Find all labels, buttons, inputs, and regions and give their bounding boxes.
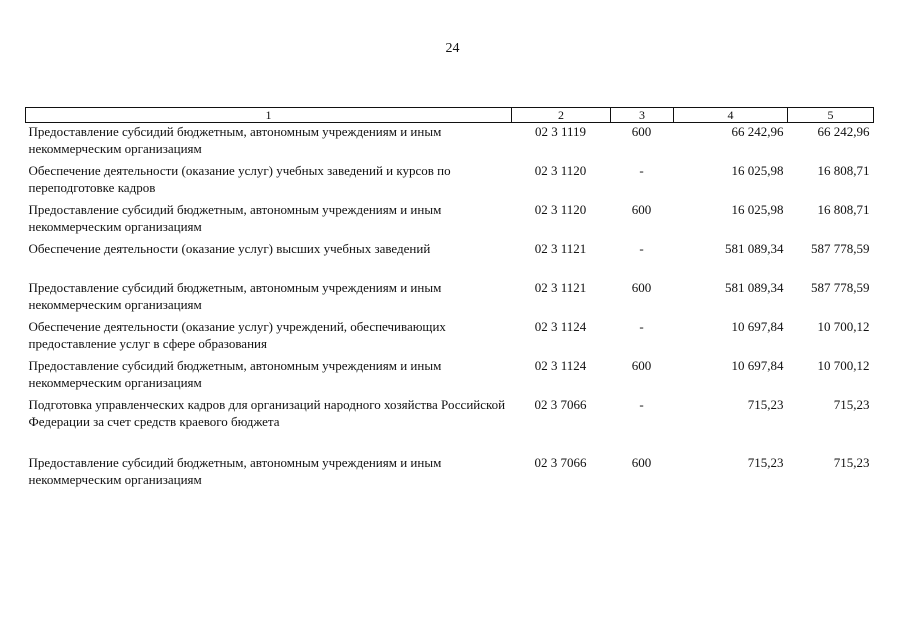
table-row (26, 396, 874, 454)
row-code: 02 3 1120 (534, 163, 587, 178)
row-code: 02 3 7066 (534, 455, 587, 470)
row-code: 02 3 1121 (534, 280, 587, 295)
row-value-4: 16 025,98 (731, 202, 784, 217)
row-type: 600 (631, 280, 652, 295)
row-type: 600 (631, 202, 652, 217)
column-header-5: 5 (788, 108, 874, 123)
table-row (26, 279, 874, 318)
column-header-3: 3 (611, 108, 674, 123)
row-type: - (639, 319, 644, 334)
row-type: - (639, 163, 644, 178)
row-value-5: 715,23 (833, 397, 870, 412)
row-code: 02 3 1124 (534, 319, 587, 334)
row-value-4: 16 025,98 (731, 163, 784, 178)
row-value-5: 66 242,96 (817, 124, 870, 139)
row-value-4: 581 089,34 (725, 280, 784, 295)
table-header-row (26, 108, 874, 123)
row-value-4: 10 697,84 (731, 358, 784, 373)
row-name: Обеспечение деятельности (оказание услуг) учебных заведений и курсов по переподготовке кадров (28, 163, 451, 195)
column-header-1: 1 (26, 108, 512, 123)
row-value-5: 587 778,59 (811, 241, 870, 256)
row-type: 600 (631, 124, 652, 139)
row-name: Обеспечение деятельности (оказание услуг) высших учебных заведений (28, 241, 431, 256)
row-type: - (639, 397, 644, 412)
row-value-5: 715,23 (833, 455, 870, 470)
row-value-5: 16 808,71 (817, 202, 870, 217)
row-name: Обеспечение деятельности (оказание услуг) учреждений, обеспечивающих предоставление услуг в сфере образования (28, 319, 446, 351)
row-code: 02 3 7066 (534, 397, 587, 412)
row-code: 02 3 1124 (534, 358, 587, 373)
table-row (26, 162, 874, 201)
row-value-4: 10 697,84 (731, 319, 784, 334)
row-name: Предоставление субсидий бюджетным, автономным учреждениям и иным некоммерческим организациям (28, 455, 442, 487)
row-code: 02 3 1120 (534, 202, 587, 217)
table-row (26, 201, 874, 240)
table-row (26, 240, 874, 279)
page-number: 24 (445, 41, 460, 56)
row-value-4: 581 089,34 (725, 241, 784, 256)
row-value-5: 16 808,71 (817, 163, 870, 178)
row-value-5: 10 700,12 (817, 358, 870, 373)
row-name: Предоставление субсидий бюджетным, автономным учреждениям и иным некоммерческим организациям (28, 124, 442, 156)
row-code: 02 3 1119 (534, 124, 587, 139)
column-header-4: 4 (674, 108, 788, 123)
row-type: - (639, 241, 644, 256)
row-type: 600 (631, 358, 652, 373)
row-value-4: 66 242,96 (731, 124, 784, 139)
row-value-5: 10 700,12 (817, 319, 870, 334)
table-row (26, 123, 874, 163)
budget-table (25, 107, 874, 493)
row-value-5: 587 778,59 (811, 280, 870, 295)
table-row (26, 357, 874, 396)
row-type: 600 (631, 455, 652, 470)
column-header-2: 2 (512, 108, 611, 123)
row-value-4: 715,23 (747, 397, 784, 412)
table-row (26, 454, 874, 493)
table-row (26, 318, 874, 357)
row-name: Предоставление субсидий бюджетным, автономным учреждениям и иным некоммерческим организациям (28, 358, 442, 390)
row-code: 02 3 1121 (534, 241, 587, 256)
row-name: Подготовка управленческих кадров для организаций народного хозяйства Российской Федерации за счет средств краевого бюджета (28, 397, 506, 429)
row-name: Предоставление субсидий бюджетным, автономным учреждениям и иным некоммерческим организациям (28, 280, 442, 312)
row-name: Предоставление субсидий бюджетным, автономным учреждениям и иным некоммерческим организациям (28, 202, 442, 234)
row-value-4: 715,23 (747, 455, 784, 470)
